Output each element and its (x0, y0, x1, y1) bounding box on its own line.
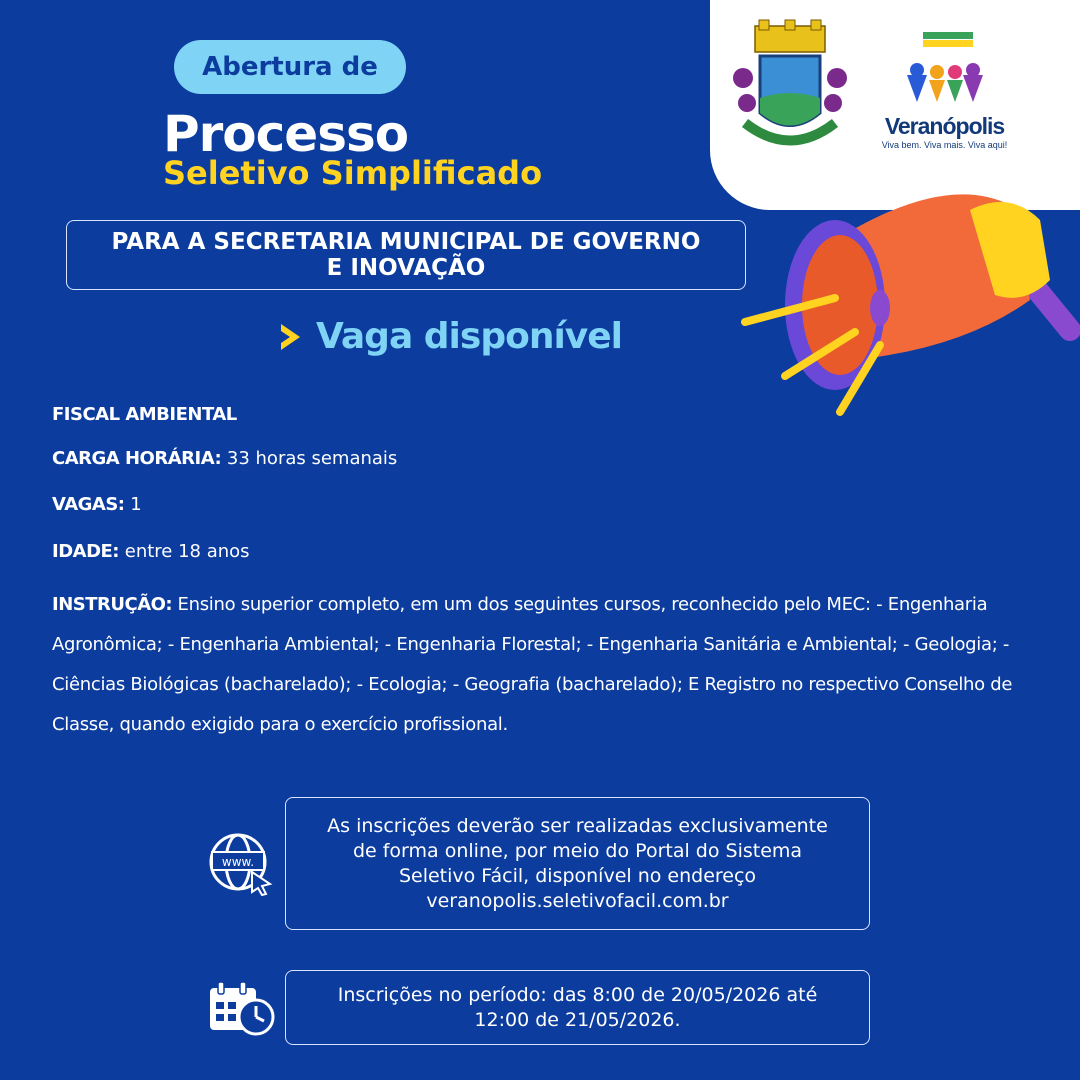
instrucao-value: Ensino superior completo, em um dos seguintes cursos, reconhecido pelo MEC: - Engenharia Agronômica; - Engenharia Ambiental; - Engenharia Florestal; - Engenharia Sanitária e Ambiental; - Geologia; - Ciências Biológicas (bacharelado); - Ecologia; - Geografia (bacharelado); E Registro no respectivo Conselho de Classe, quando exigido para o exercício profissional. (52, 594, 1013, 735)
page-subtitle: Seletivo Simplificado (163, 154, 543, 192)
inscricoes-online-text: As inscrições deverão ser realizadas exclusivamente de forma online, por meio do Portal do Sistema Seletivo Fácil, disponível no endereço veranopolis.seletivofacil.com.br (327, 814, 828, 912)
instrucao-label: INSTRUÇÃO: (52, 594, 173, 615)
veranopolis-name: Veranópolis (884, 113, 1005, 139)
secretaria-box (66, 220, 746, 290)
municipal-crest-icon (725, 18, 855, 162)
veranopolis-slogan: Viva bem. Viva mais. Viva aqui! (881, 140, 1008, 150)
inscricoes-periodo-text: Inscrições no período: das 8:00 de 20/05/2026 até 12:00 de 21/05/2026. (337, 983, 818, 1031)
carga-value: 33 horas semanais (226, 448, 398, 469)
job-title-text: FISCAL AMBIENTAL (52, 404, 237, 425)
carga-label: CARGA HORÁRIA: (52, 448, 222, 469)
vaga-heading (278, 316, 622, 357)
secretaria-text: PARA A SECRETARIA MUNICIPAL DE GOVERNO E INOVAÇÃO (111, 229, 701, 281)
inscricoes-online-box (285, 797, 870, 930)
page-title: Processo (163, 105, 409, 163)
calendar-clock-icon (208, 982, 276, 1040)
veranopolis-logo (877, 30, 1012, 150)
inscricoes-periodo-box (285, 970, 870, 1045)
instrucao-row (52, 585, 1042, 745)
veranopolis-people-icon (905, 30, 985, 105)
megaphone-icon (740, 180, 1080, 424)
carga-horaria-row (52, 446, 1042, 472)
vagas-value: 1 (130, 494, 142, 515)
job-title (52, 402, 1042, 428)
abertura-badge (174, 40, 406, 94)
vagas-row (52, 492, 1042, 518)
idade-row (52, 539, 1042, 565)
abertura-badge-label: Abertura de (202, 52, 378, 82)
globe-www-text: www. (221, 855, 255, 869)
vaga-label: Vaga disponível (316, 316, 623, 357)
idade-label: IDADE: (52, 541, 120, 562)
vagas-label: VAGAS: (52, 494, 125, 515)
globe-www-icon (208, 832, 276, 900)
chevron-right-icon (278, 321, 306, 353)
idade-value: entre 18 anos (124, 541, 250, 562)
